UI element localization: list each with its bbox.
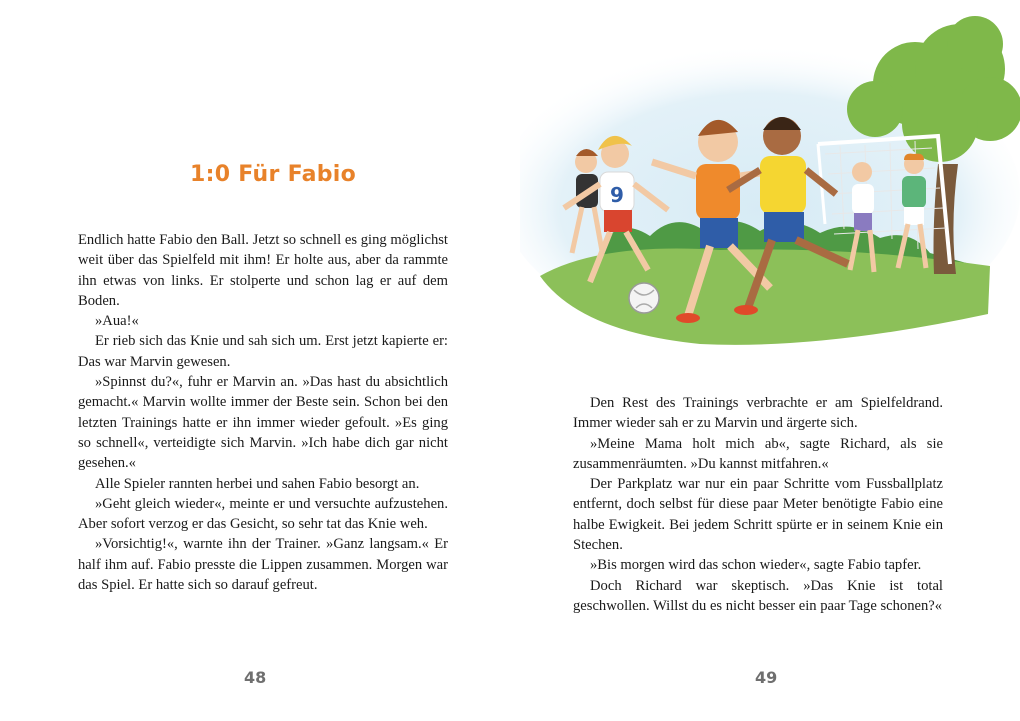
paragraph: »Geht gleich wieder«, meinte er und versuchte aufzustehen. Aber sofort verzog er das Gesicht, so sehr tat das Knie weh. [78, 495, 448, 533]
paragraph: »Vorsichtig!«, warnte ihn der Trainer. »Ganz langsam.« Er half ihm auf. Fabio presste die Lippen zusammen. Morgen war das Spiel. Er hatte sich so darauf gefreut. [78, 536, 448, 594]
left-text-block [78, 230, 448, 595]
right-text-block [573, 393, 943, 616]
paragraph: Endlich hatte Fabio den Ball. Jetzt so schnell es ging möglichst weit über das Spielfeld mit ihm! Er holte aus, aber da rammte ihn etwas von links. Er stolperte und schon lag er auf dem Boden. [78, 232, 448, 309]
jersey-number: 9 [610, 183, 624, 207]
soccer-ball [629, 283, 659, 313]
paragraph: Doch Richard war skeptisch. »Das Knie ist total geschwollen. Willst du es nicht besser ein paar Tage schonen?« [573, 577, 943, 614]
paragraph: »Bis morgen wird das schon wieder«, sagte Fabio tapfer. [590, 557, 922, 574]
page-number-right: 49 [755, 668, 778, 687]
chapter-title: 1:0 Für Fabio [190, 162, 357, 187]
right-page [510, 0, 1020, 721]
paragraph: »Aua!« [95, 313, 139, 330]
paragraph: »Meine Mama holt mich ab«, sagte Richard, als sie zusammenräumten. »Du kannst mitfahren.« [573, 435, 943, 472]
paragraph: Der Parkplatz war nur ein paar Schritte vom Fussballplatz entfernt, doch selbst für diese paar Meter benötigte Fabio eine halbe Ewigkeit. Bei jedem Schritt spürte er in seinem Knie ein Stechen. [573, 476, 943, 554]
page-number-left: 48 [244, 668, 267, 687]
soccer-illustration [520, 14, 1020, 360]
paragraph: »Spinnst du?«, fuhr er Marvin an. »Das hast du absichtlich gemacht.« Marvin wollte immer der Beste sein. Schon bei den letzten Trainings hatte er ihn immer wieder gefoult. »Es ging so schnell«, verteidigte sich Marvin. »Ich habe dich gar nicht gesehen.« [78, 374, 448, 472]
paragraph: Den Rest des Trainings verbrachte er am Spielfeldrand. Immer wieder sah er zu Marvin und ärgerte sich. [573, 395, 943, 432]
paragraph: Er rieb sich das Knie und sah sich um. Erst jetzt kapierte er: Das war Marvin gewesen. [78, 333, 448, 370]
paragraph: Alle Spieler rannten herbei und sahen Fabio besorgt an. [95, 475, 420, 492]
